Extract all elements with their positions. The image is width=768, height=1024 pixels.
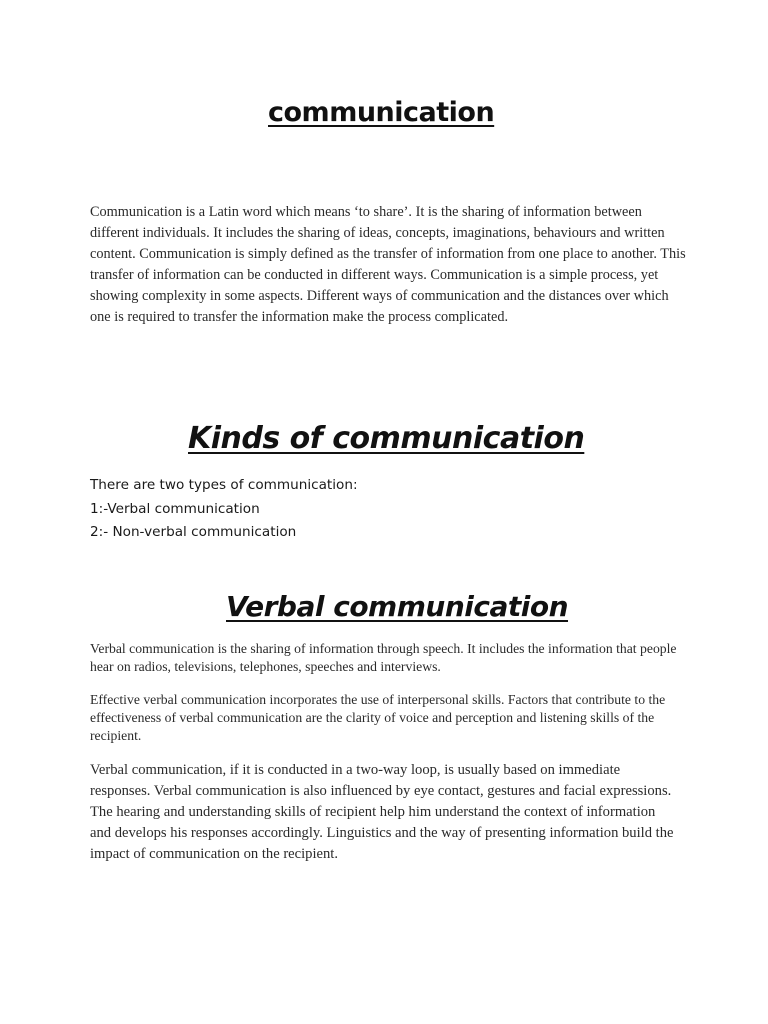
verbal-heading: Verbal communication	[226, 590, 569, 623]
verbal-paragraph-3: Verbal communication, if it is conducted in a two-way loop, is usually based on immediate responses. Verbal communication is also influenced by eye contact, gestures and facial expressions. The hearing and understanding skills of recipient help him understand the context of information and develops his responses accordingly. Linguistics and the way of presenting information build the impact of communication on the recipient.	[90, 762, 674, 862]
page-title: communication	[268, 97, 495, 128]
kinds-list	[90, 474, 358, 545]
kinds-item-verbal: 1:-Verbal communication	[90, 500, 260, 517]
verbal-paragraph-1: Verbal communication is the sharing of information through speech. It includes the information that people hear on radios, televisions, telephones, speeches and interviews.	[90, 641, 677, 674]
verbal-paragraph-2: Effective verbal communication incorporates the use of interpersonal skills. Factors that contribute to the effectiveness of verbal communication are the clarity of voice and perception and listening skills of the recipient.	[90, 692, 666, 743]
kinds-lead: There are two types of communication:	[90, 477, 358, 493]
kinds-item-nonverbal: 2:- Non-verbal communication	[90, 524, 297, 541]
intro-paragraph: Communication is a Latin word which means ‘to share’. It is the sharing of information between different individuals. It includes the sharing of ideas, concepts, imaginations, behaviours and written content. Communication is simply defined as the transfer of information from one place to another. This transfer of information can be conducted in different ways. Communication is a simple process, yet showing complexity in some aspects. Different ways of communication and the distances over which one is required to transfer the information make the process complicated.	[90, 204, 686, 325]
kinds-heading: Kinds of communication	[188, 421, 585, 456]
